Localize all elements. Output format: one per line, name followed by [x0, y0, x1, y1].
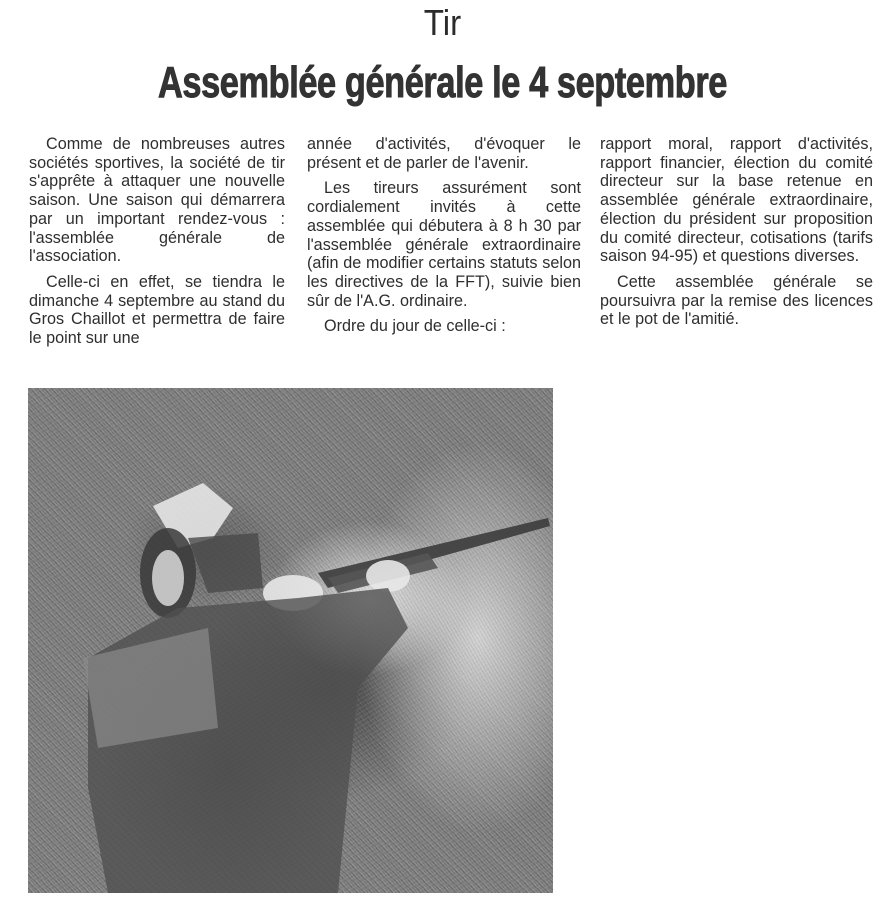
paragraph: Celle-ci en effet, se tiendra le dimanche 4 septembre au stand du Gros Chaillot et permettra de faire le point sur une	[29, 272, 285, 348]
section-kicker: Tir	[423, 2, 462, 43]
headline: Assemblée générale le 4 septembre	[158, 58, 727, 107]
paragraph: Comme de nombreuses autres sociétés sportives, la société de tir s'apprête à attaquer une nouvelle saison. Une saison qui démarrera par un important rendez-vous : l'assemblée générale de l'association.	[29, 135, 285, 266]
paragraph: Les tireurs assurément sont cordialement invités à cette assemblée qui débutera à 8 h 30 par l'assemblée générale extraordinaire (afin de modifier certains statuts selon les directives de la FFT), suivie bien sûr de l'A.G. ordinaire.	[307, 179, 581, 310]
article-column-1	[29, 135, 285, 355]
paragraph: rapport moral, rapport d'activités, rapport financier, élection du comité directeur sur la base retenue en assemblée générale extraordinaire, élection du président sur proposition du comité directeur, cotisations (tarifs saison 94-95) et questions diverses.	[600, 135, 873, 266]
paragraph: année d'activités, d'évoquer le présent et de parler de l'avenir.	[307, 135, 581, 172]
article-column-2	[307, 135, 581, 343]
shooter-silhouette-illustration	[28, 388, 553, 893]
paragraph: Cette assemblée générale se poursuivra par la remise des licences et le pot de l'amitié.	[600, 272, 873, 329]
article-column-3	[600, 135, 873, 336]
shooter-photo	[28, 388, 553, 893]
paragraph: Ordre du jour de celle-ci :	[324, 317, 506, 336]
